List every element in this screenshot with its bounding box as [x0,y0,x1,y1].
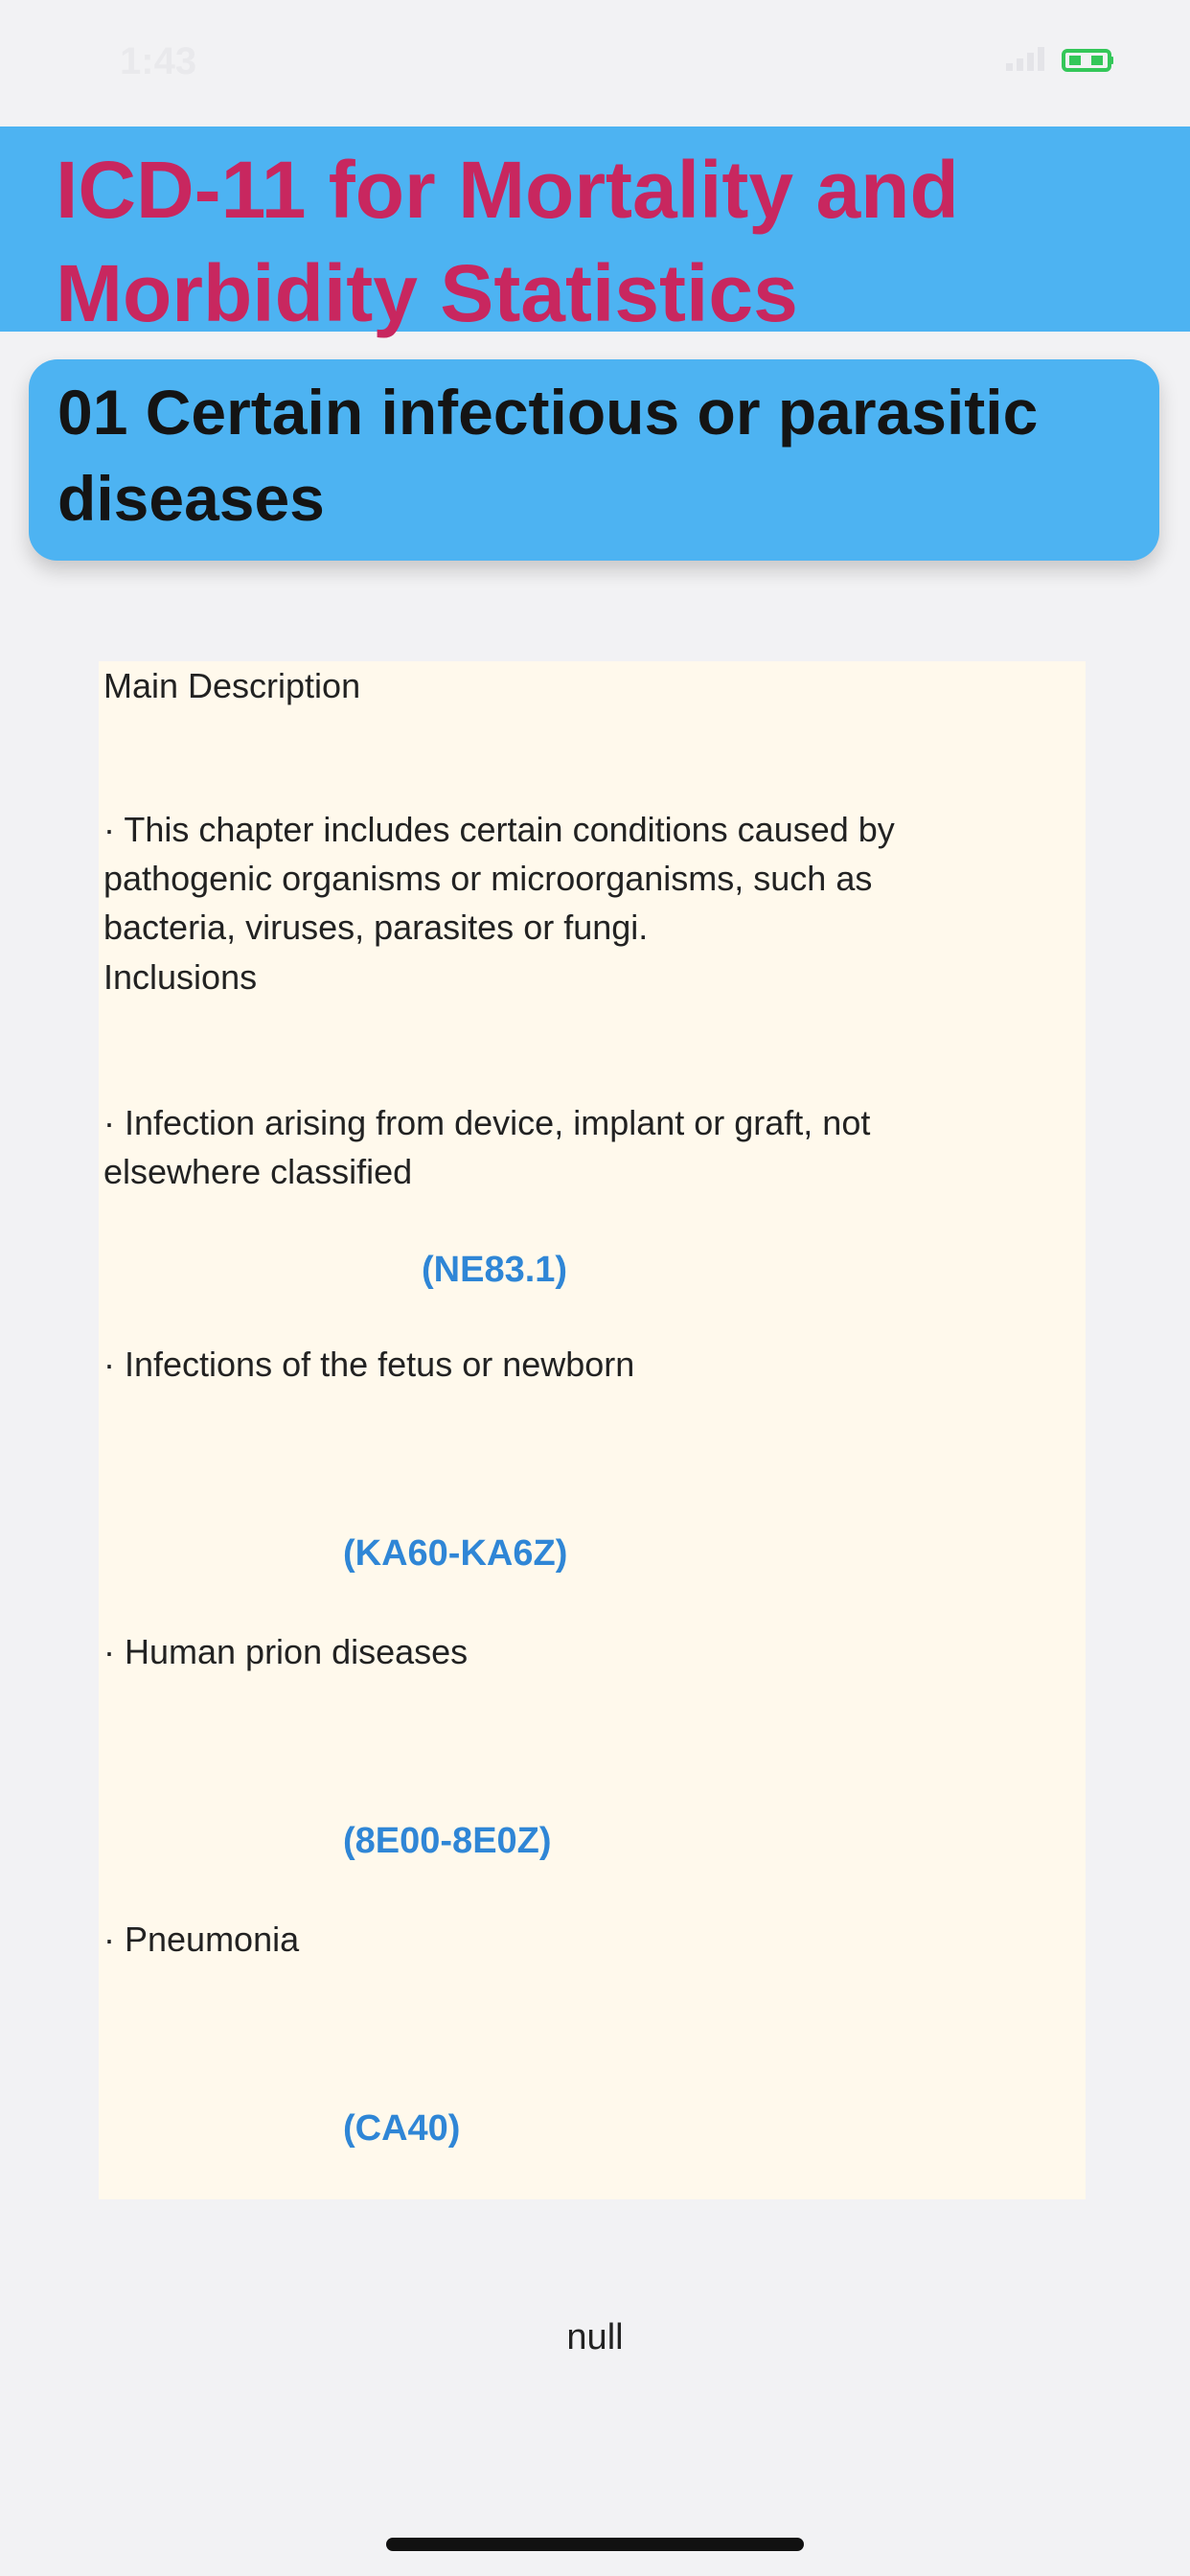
home-indicator[interactable] [386,2538,804,2551]
battery-icon [1062,48,1115,73]
inclusion-code-link[interactable]: (KA60-KA6Z) [343,1533,568,1574]
description-text: · This chapter includes certain conditions caused by pathogenic organisms or microorganisms, such as bacteria, viruses, parasites or fungi. [103,810,895,947]
chapter-title: 01 Certain infectious or parasitic diseases [57,377,1039,534]
app-title: ICD-11 for Mortality and Morbidity Statistics [56,145,959,338]
app-header [0,126,1190,338]
inclusion-item-text: · Infection arising from device, implant or graft, not elsewhere classified [103,1103,871,1191]
status-time: 1:43 [120,40,197,82]
inclusion-item-text: · Infections of the fetus or newborn [103,1345,635,1384]
inclusion-item-text: · Pneumonia [103,1920,300,1959]
description-panel [99,661,1086,2199]
inclusion-code-link[interactable]: (NE83.1) [422,1250,568,1290]
chapter-card[interactable] [29,359,1159,561]
footer-null-text: null [566,2317,624,2358]
inclusion-code-link[interactable]: (8E00-8E0Z) [343,1821,552,1861]
status-bar [0,0,1190,125]
signal-icon [1006,46,1046,71]
inclusions-label: Inclusions [103,957,258,997]
main-description-label: Main Description [103,666,361,705]
inclusion-item-text: · Human prion diseases [103,1632,469,1671]
inclusion-code-link[interactable]: (CA40) [343,2108,461,2149]
